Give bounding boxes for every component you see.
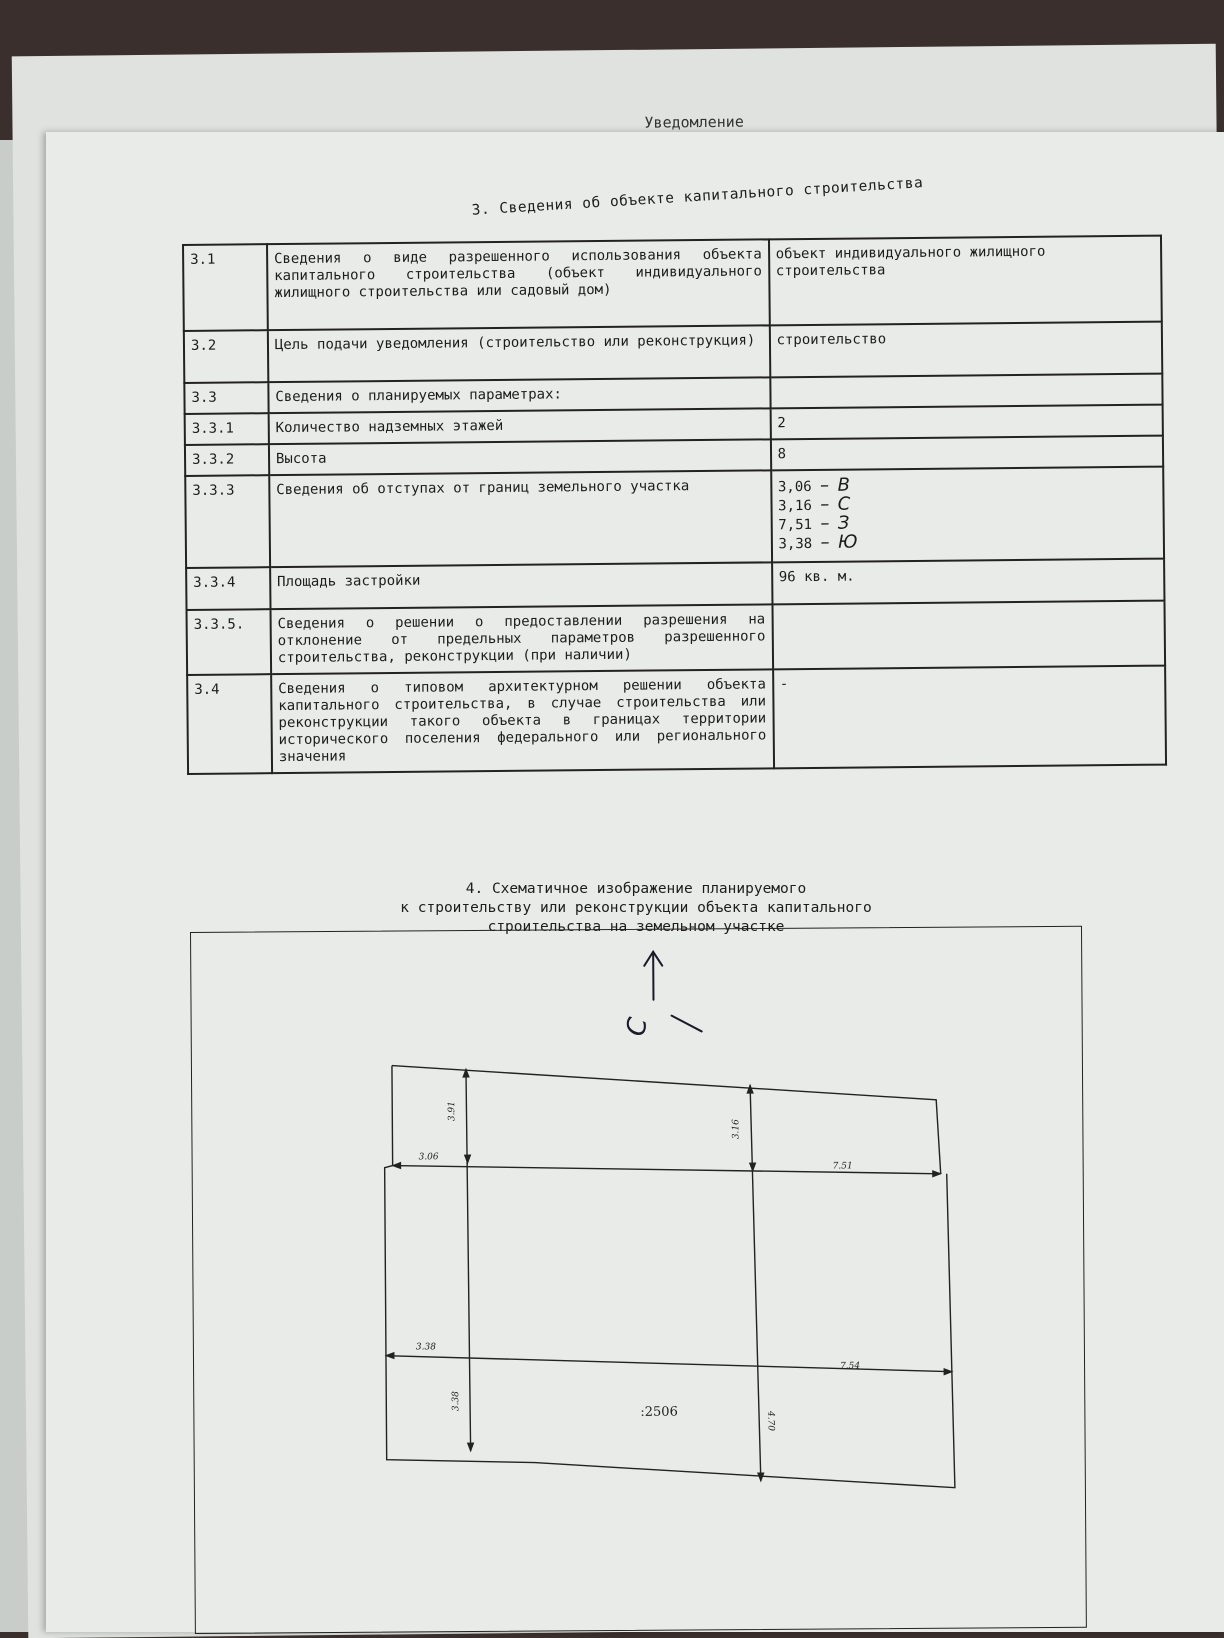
- horizontal-line-bottom: [386, 1352, 952, 1376]
- section4-title-line: 4. Схематичное изображение планируемого: [346, 880, 926, 899]
- row-description: Сведения об отступах от границ земельного участка: [269, 470, 772, 567]
- setback-value: 3,06: [778, 479, 812, 495]
- section4-title-line: строительства на земельном участке: [346, 918, 926, 937]
- row-value: 2: [770, 405, 1163, 440]
- row-number: 3.3.4: [186, 567, 270, 610]
- arrow-head: [393, 1163, 401, 1169]
- handwritten-mark: –: [820, 513, 829, 534]
- parcel-left-top: [392, 1066, 393, 1166]
- row-value: строительство: [769, 322, 1162, 378]
- dim-top-left: 3.06: [419, 1152, 439, 1162]
- row-value: объект индивидуального жилищного строительства: [769, 236, 1162, 326]
- row-value: 96 кв. м.: [772, 559, 1165, 605]
- arrow-head: [386, 1353, 394, 1359]
- row-description: Цель подачи уведомления (строительство или реконструкция): [268, 325, 770, 382]
- dim-bottom-right: 7.54: [840, 1361, 860, 1371]
- dim-bottom-left: 3.38: [416, 1342, 436, 1352]
- setbacks-cell: [771, 467, 1164, 563]
- parcel-number: :2506: [640, 1405, 678, 1420]
- row-number: 3.2: [184, 330, 268, 383]
- row-number: 3.3.5.: [187, 609, 271, 675]
- table-row: [187, 601, 1166, 675]
- parcel-upper-outline: [392, 1062, 941, 1178]
- table-row: [187, 666, 1166, 774]
- dim-bottom-right-vertical: 4.70: [765, 1410, 775, 1431]
- site-plan-frame: [190, 926, 1087, 1634]
- table-row: [185, 467, 1164, 568]
- setback-value: 3,16: [778, 498, 812, 514]
- vertical-line-right: [750, 1085, 761, 1481]
- row-description: Сведения о типовом архитектурном решении объекта капитального строительства, в случае строительства или реконструкции такого объекта в границах территории исторического поселения федерального или регионального значения: [271, 669, 774, 773]
- row-number: 3.3: [184, 382, 268, 414]
- arrow-head: [468, 1443, 474, 1451]
- back-sheet-title: Уведомление: [644, 113, 744, 132]
- row-number: 3.4: [187, 674, 272, 774]
- arrow-head: [944, 1369, 952, 1375]
- row-description: Высота: [269, 439, 771, 475]
- row-description: Площадь застройки: [270, 562, 772, 609]
- arrow-head: [750, 1163, 756, 1171]
- horizontal-line-top: [393, 1162, 941, 1178]
- row-number: 3.1: [183, 244, 268, 331]
- row-number: 3.3.1: [185, 413, 269, 445]
- north-mark: [672, 1015, 702, 1031]
- setback-side: В: [837, 475, 850, 496]
- arrow-head: [758, 1473, 764, 1481]
- table-row: [183, 236, 1162, 331]
- section4-title-line: к строительству или реконструкции объекта капитального: [346, 899, 926, 918]
- row-description: Количество надземных этажей: [269, 408, 771, 444]
- section3-title: 3. Сведения об объекте капитального строительства: [418, 172, 978, 222]
- arrow-head: [747, 1085, 753, 1093]
- site-plan-drawing: [191, 927, 1086, 1633]
- dim-top-right-vertical: 3.16: [731, 1119, 741, 1139]
- row-description: Сведения о решении о предоставлении разрешения на отклонение от предельных параметров разрешенного строительства, реконструкции (при наличии): [270, 604, 772, 674]
- table-row: [184, 322, 1162, 383]
- dim-top-vertical: 3.91: [447, 1101, 457, 1121]
- dim-top-right: 7.51: [833, 1161, 853, 1171]
- row-value: [772, 601, 1165, 670]
- setback-side: С: [838, 494, 851, 515]
- row-number: 3.3.2: [185, 444, 269, 476]
- north-label: С: [621, 1015, 654, 1039]
- row-number: 3.3.3: [185, 475, 270, 568]
- row-value: -: [773, 666, 1166, 769]
- row-description: Сведения о планируемых параметрах:: [268, 377, 770, 413]
- object-info-table: [182, 235, 1167, 775]
- arrow-head: [933, 1171, 941, 1177]
- handwritten-mark: –: [821, 532, 830, 553]
- dimension-lines: [384, 1066, 953, 1484]
- handwritten-mark: –: [820, 475, 829, 496]
- arrow-head: [465, 1155, 471, 1163]
- north-arrow-icon: [644, 952, 662, 1000]
- setback-line: [778, 531, 1157, 554]
- row-value: [770, 374, 1163, 409]
- setback-side: З: [838, 513, 850, 534]
- dim-bottom-left-vertical: 3.38: [451, 1391, 461, 1411]
- row-value: 8: [770, 436, 1163, 471]
- parcel-outline: [384, 1062, 955, 1492]
- vertical-line-left: [466, 1069, 471, 1451]
- setback-value: 3,38: [778, 536, 812, 552]
- row-description: Сведения о виде разрешенного использования объекта капитального строительства (объект индивидуального жилищного строительства или садовый дом): [267, 239, 770, 330]
- handwritten-mark: –: [820, 494, 829, 515]
- setback-side: Ю: [838, 532, 858, 553]
- setback-value: 7,51: [778, 517, 812, 533]
- document-page: [46, 132, 1224, 1632]
